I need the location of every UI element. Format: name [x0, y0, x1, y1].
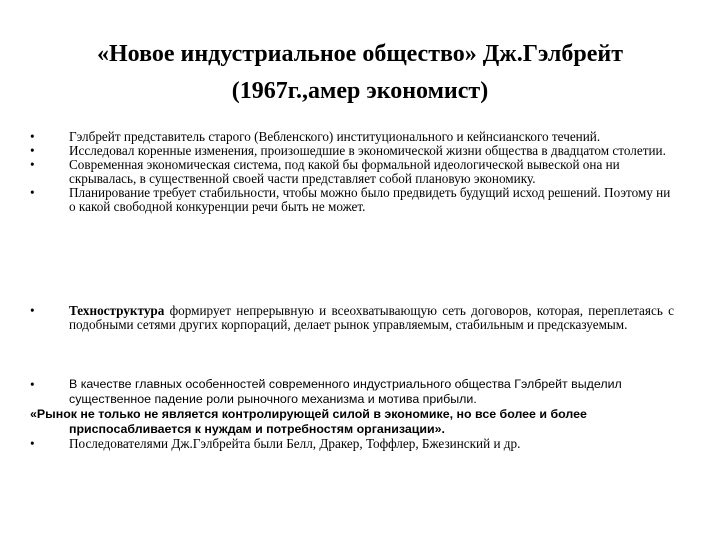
list-item-text: Современная экономическая система, под какой бы формальной идеологической вывеской она ни скрывалась, в существенной своей части представляет собой плановую экономику.	[69, 157, 620, 186]
technostructure-term: Техноструктура	[69, 303, 165, 318]
bullet-icon: •	[30, 436, 35, 451]
technostructure-text: формирует непрерывную и всеохватывающую сеть договоров, которая, переплетаясь с подобными сетями других корпораций, делает рынок управляемым, стабильным и предсказуемым.	[69, 303, 674, 332]
slide-title-line-2: (1967г.,амер экономист)	[231, 78, 489, 104]
technostructure-paragraph	[30, 304, 674, 332]
quote-text: «Рынок не только не является контролирующей силой в экономике, но все более и более приспосабливается к нуждам и потребностям организации».	[30, 407, 587, 436]
slide-title-line-1: «Новое индустриальное общество» Дж.Гэлбрейт	[97, 41, 623, 67]
list-item	[30, 377, 674, 407]
bullet-icon: •	[30, 185, 35, 200]
bullet-icon: •	[30, 303, 35, 318]
followers-text: Последователями Дж.Гэлбрейта были Белл, Дракер, Тоффлер, Бжезинский и др.	[69, 436, 521, 451]
list-item	[30, 158, 674, 186]
list-item	[30, 144, 674, 158]
bullet-icon: •	[30, 143, 35, 158]
bullet-icon: •	[30, 129, 35, 144]
features-text: В качестве главных особенностей современного индустриального общества Гэлбрейт выделил существенное падение роли рыночного механизма и мотива прибыли.	[69, 377, 622, 406]
bullet-icon: •	[30, 157, 35, 172]
list-item	[30, 437, 674, 451]
bullet-icon: •	[30, 377, 35, 392]
list-item-text: Гэлбрейт представитель старого (Вебленского) институционального и кейнсианского течений.	[69, 129, 601, 144]
list-item-text: Планирование требует стабильности, чтобы можно было предвидеть будущий исход решений. Поэтому ни о какой свободной конкуренции речи быть не может.	[69, 185, 671, 214]
bullet-list	[30, 130, 674, 214]
list-item	[30, 130, 674, 144]
slide-title	[30, 36, 690, 110]
list-item-text: Исследовал коренные изменения, произошедшие в экономической жизни общества в двадцатом столетии.	[69, 143, 666, 158]
list-item	[30, 186, 674, 214]
features-section	[30, 377, 674, 451]
list-item	[30, 304, 674, 332]
